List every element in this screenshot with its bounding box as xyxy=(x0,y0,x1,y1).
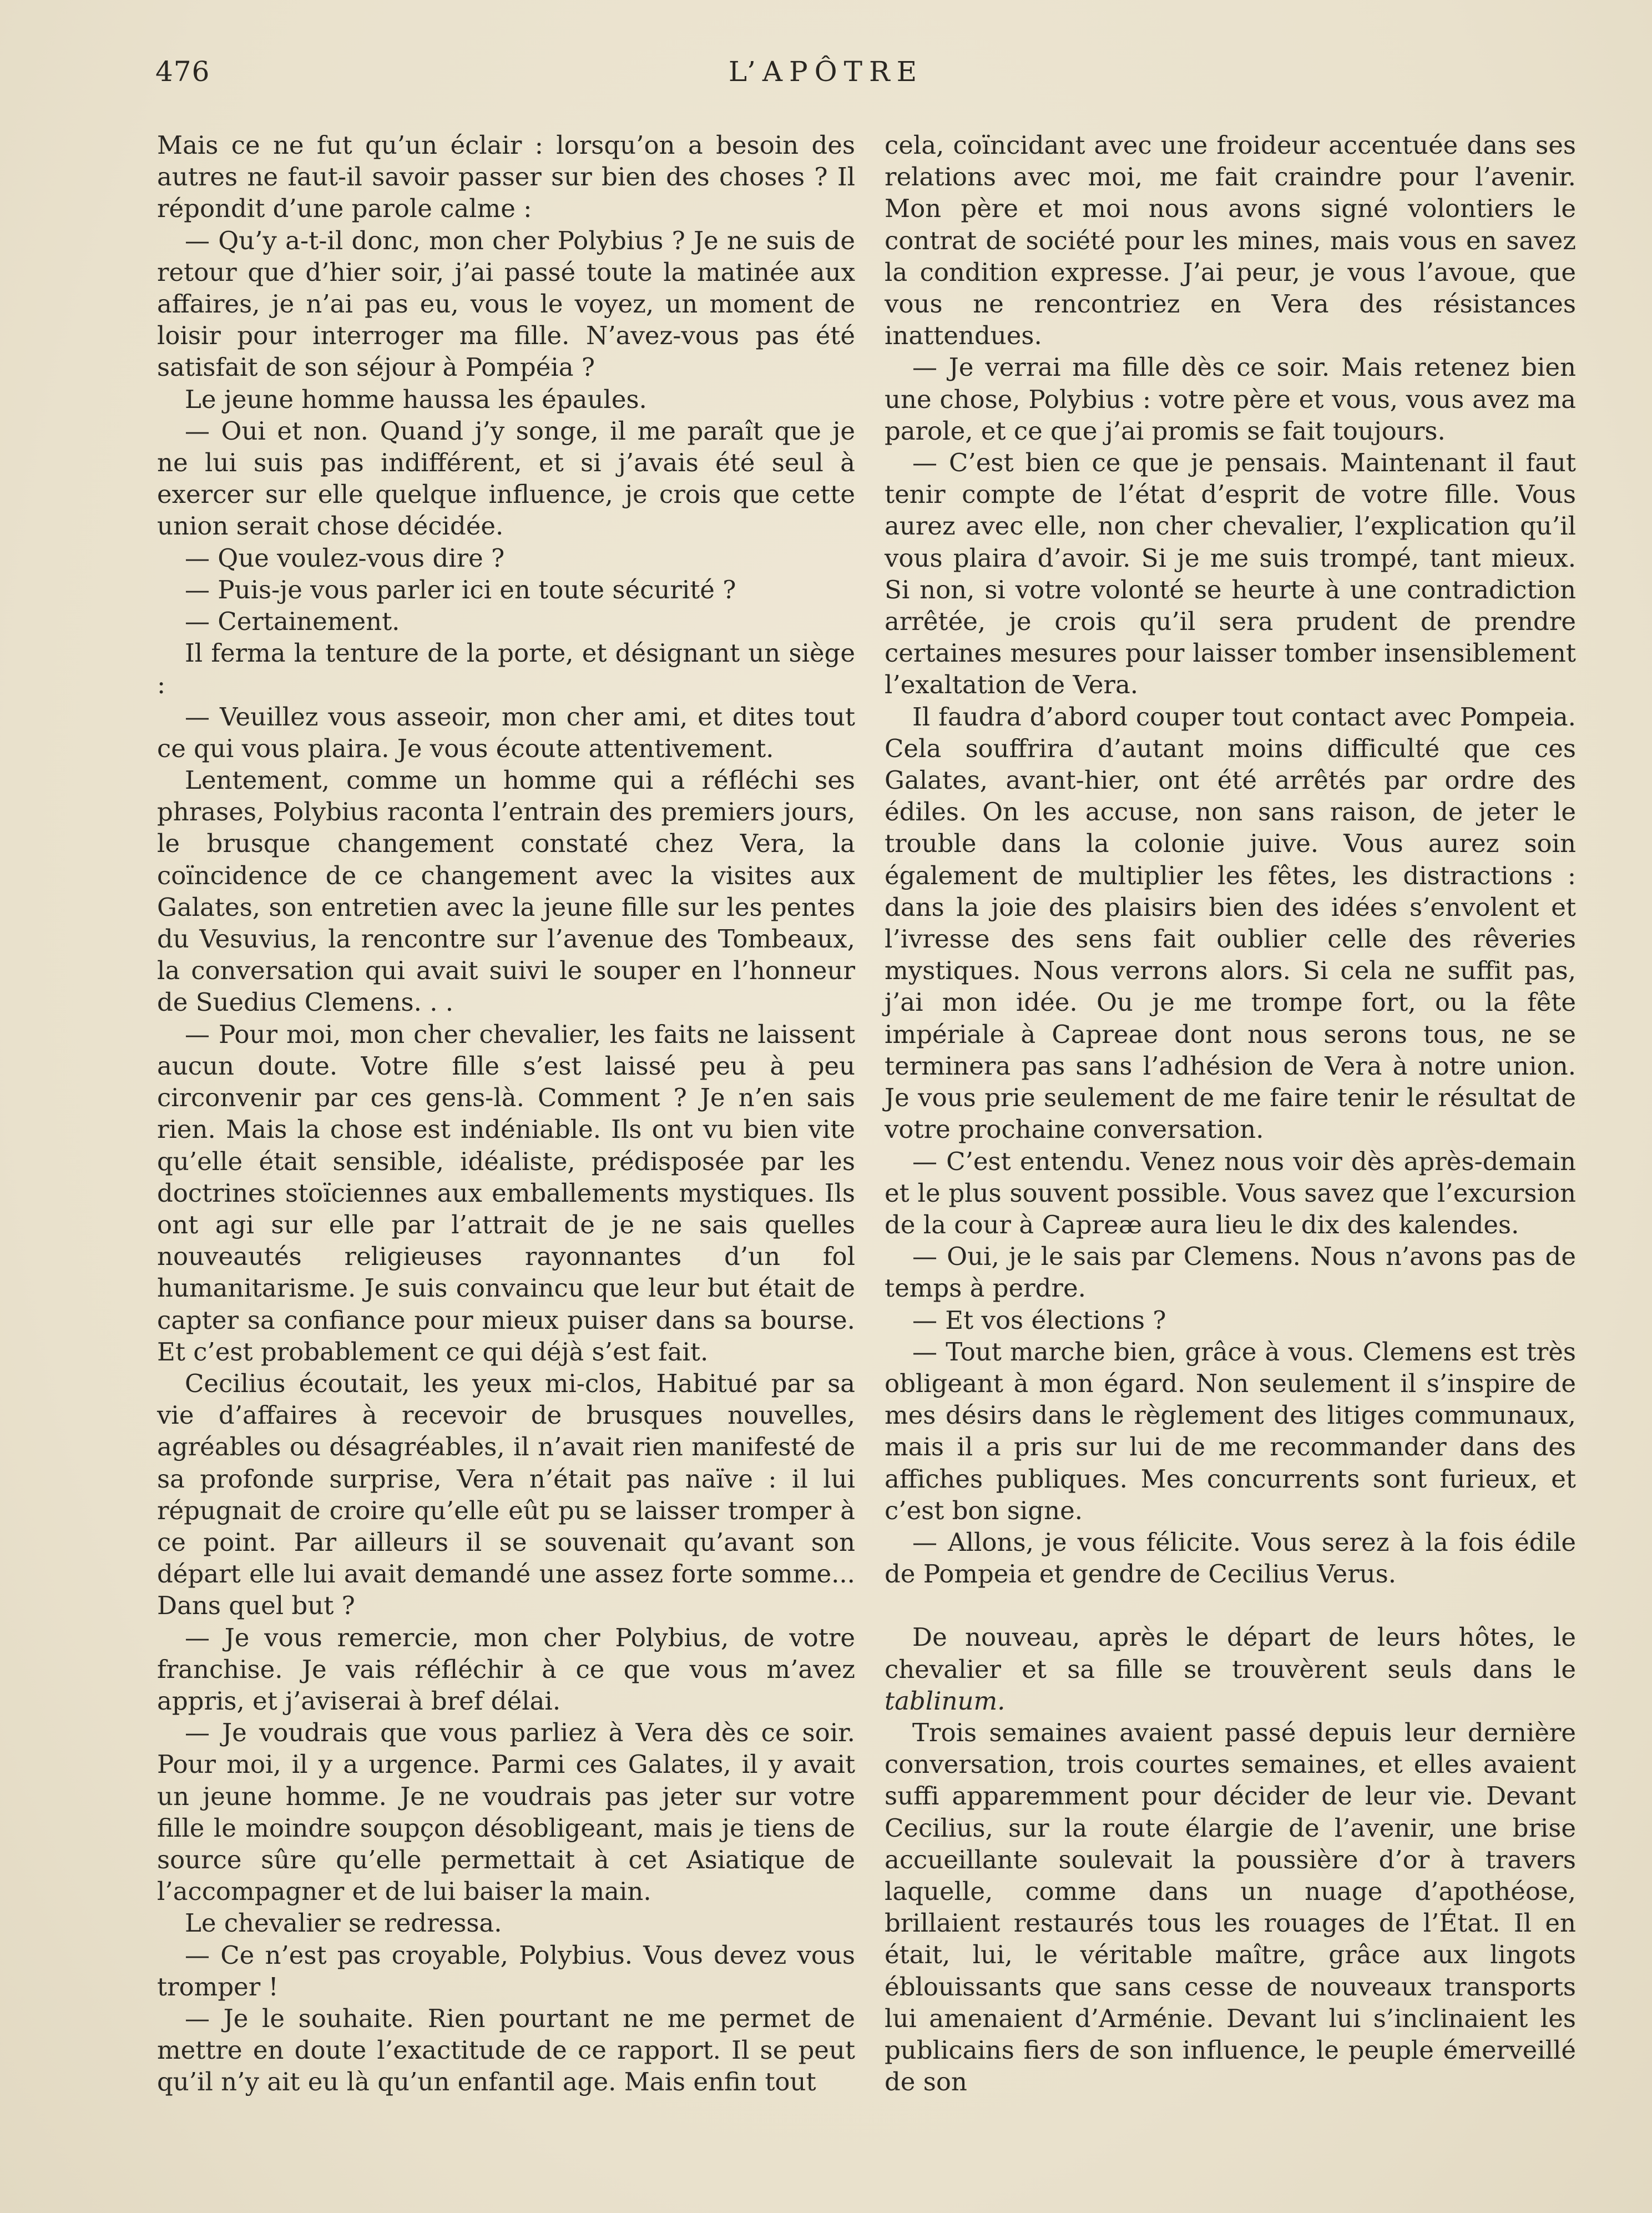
paragraph-text: Lentement, comme un homme qui a réfléchi ses phrases, Polybius raconta l’entrain des premiers jours, le brusque changement constaté chez Vera, la coïncidence de ce changement avec la visites aux Galates, son entretien avec la jeune fille sur les pentes du Vesuvius, la rencontre sur l’avenue des Tombeaux, la conversation qui avait suivi le souper en l’honneur de Suedius Clemens. . . xyxy=(157,765,855,1017)
paragraph xyxy=(157,225,855,384)
paragraph xyxy=(885,1717,1576,2098)
paragraph xyxy=(157,1939,855,2003)
page-header xyxy=(155,56,1497,100)
paragraph xyxy=(157,574,855,606)
paragraph-text: — Tout marche bien, grâce à vous. Clemens est très obligeant à mon égard. Non seulement il s’inspire de mes désirs dans le règlement des litiges communaux, mais il a pris sur lui de me recommander dans des affiches publiques. Mes concurrents sont furieux, et c’est bon signe. xyxy=(885,1337,1576,1525)
paragraph xyxy=(885,1304,1576,1336)
paragraph-text: — Que voulez-vous dire ? xyxy=(185,543,505,573)
paragraph-text: Il ferma la tenture de la porte, et désignant un siège : xyxy=(157,638,855,700)
paragraph xyxy=(157,606,855,637)
page-number: 476 xyxy=(155,56,210,88)
paragraph xyxy=(157,637,855,700)
paragraph-text: — C’est bien ce que je pensais. Maintenant il faut tenir compte de l’état d’esprit de votre fille. Vous aurez avec elle, non cher chevalier, l’explication qu’il vous plaira d’avoir. Si je me suis trompé, tant mieux. Si non, si votre volonté se heurte à une contradiction arrêtée, je crois qu’il sera prudent de prendre certaines mesures pour laisser tomber insensiblement l’exaltation de Vera. xyxy=(885,448,1576,700)
paragraph xyxy=(157,1019,855,1368)
paragraph-text: Trois semaines avaient passé depuis leur dernière conversation, trois courtes semaines, et elles avaient suffi apparemment pour décider de leur vie. Devant Cecilius, sur la route élargie de l’avenir, une brise accueillante soulevait la poussière d’or à travers laquelle, comme dans un nuage d’apothéose, brillaient restaurés tous les rouages de l’État. Il en était, lui, le véritable maître, grâce aux lingots éblouissants que sans cesse de nouveaux transports lui amenaient d’Arménie. Devant lui s’inclinaient les publicains fiers de son influence, le peuple émerveillé de son xyxy=(885,1717,1576,2097)
paragraph-text: Le jeune homme haussa les épaules. xyxy=(185,384,647,414)
paragraph xyxy=(885,1526,1576,1590)
paragraph-text: Le chevalier se redressa. xyxy=(185,1908,502,1938)
paragraph-text: — Je le souhaite. Rien pourtant ne me permet de mettre en doute l’exactitude de ce rapport. Il se peut qu’il n’y ait eu là qu’un enfantil age. Mais enfin tout xyxy=(157,2003,855,2097)
paragraph xyxy=(885,351,1576,447)
paragraph xyxy=(157,701,855,764)
paragraph-text: — Oui, je le sais par Clemens. Nous n’avons pas de temps à perdre. xyxy=(885,1242,1576,1303)
paragraph-text: — Certainement. xyxy=(185,607,400,637)
left-text-column xyxy=(157,129,855,2098)
paragraph-text: Cecilius écoutait, les yeux mi-clos, Habitué par sa vie d’affaires à recevoir de brusques nouvelles, agréables ou désagréables, il n’avait rien manifesté de sa profonde surprise, Vera n’était pas naïve : il lui répugnait de croire qu’elle eût pu se laisser tromper à ce point. Par ailleurs il se souvenait qu’avant son départ elle lui avait demandé une assez forte somme... Dans quel but ? xyxy=(157,1368,855,1621)
paragraph xyxy=(885,701,1576,1146)
paragraph xyxy=(157,2003,855,2098)
paragraph-text: — C’est entendu. Venez nous voir dès après-demain et le plus souvent possible. Vous savez que l’excursion de la cour à Capreæ aura lieu le dix des kalendes. xyxy=(885,1146,1576,1239)
paragraph xyxy=(885,1241,1576,1304)
paragraph-text: — Je vous remercie, mon cher Polybius, de votre franchise. Je vais réfléchir à ce que vous m’avez appris, et j’aviserai à bref délai. xyxy=(157,1622,855,1716)
paragraph xyxy=(157,384,855,415)
paragraph xyxy=(157,129,855,225)
paragraph xyxy=(157,1907,855,1939)
paragraph xyxy=(157,1368,855,1622)
paragraph xyxy=(157,1717,855,1907)
paragraph-text: — Oui et non. Quand j’y songe, il me paraît que je ne lui suis pas indifférent, et si j’avais été seul à exercer sur elle quelque influence, je crois que cette union serait chose décidée. xyxy=(157,416,855,541)
right-text-column xyxy=(885,129,1576,2098)
paragraph-text: — Ce n’est pas croyable, Polybius. Vous devez vous tromper ! xyxy=(157,1940,855,2002)
paragraph-text: De nouveau, après le départ de leurs hôtes, le chevalier et sa fille se trouvèrent seuls dans le xyxy=(885,1622,1576,1684)
paragraph-text: — Pour moi, mon cher chevalier, les faits ne laissent aucun doute. Votre fille s’est laissé peu à peu circonvenir par ces gens-là. Comment ? Je n’en sais rien. Mais la chose est indéniable. Ils ont vu bien vite qu’elle était sensible, idéaliste, prédisposée par les doctrines stoïciennes aux emballements mystiques. Ils ont agi sur elle par l’attrait de je ne sais quelles nouveautés religieuses rayonnantes d’un fol humanitarisme. Je suis convaincu que leur but était de capter sa confiance pour mieux puiser dans sa bourse. Et c’est probablement ce qui déjà s’est fait. xyxy=(157,1019,855,1367)
paragraph-text: — Puis-je vous parler ici en toute sécurité ? xyxy=(185,574,736,604)
paragraph-text: — Allons, je vous félicite. Vous serez à la fois édile de Pompeia et gendre de Cecilius Verus. xyxy=(885,1527,1576,1589)
paragraph-text: Mais ce ne fut qu’un éclair : lorsqu’on a besoin des autres ne faut-il savoir passer sur bien des choses ? Il répondit d’une parole calme : xyxy=(157,130,855,224)
paragraph xyxy=(885,447,1576,701)
paragraph xyxy=(885,129,1576,351)
paragraph xyxy=(157,542,855,574)
paragraph xyxy=(157,415,855,542)
paragraph-text: — Et vos élections ? xyxy=(912,1305,1166,1335)
paragraph-text: Il faudra d’abord couper tout contact avec Pompeia. Cela souffrira d’autant moins difficulté que ces Galates, avant-hier, ont été arrêtés par ordre des édiles. On les accuse, non sans raison, de jeter le trouble dans la colonie juive. Vous aurez soin également de multiplier les fêtes, les distractions : dans la joie des plaisirs bien des idées s’envolent et l’ivresse des sens fait oublier celle des rêveries mystiques. Nous verrons alors. Si cela ne suffit pas, j’ai mon idée. Ou je me trompe fort, ou la fête impériale à Capreae dont nous serons tous, ne se terminera pas sans l’adhésion de Vera à notre union. Je vous prie seulement de me faire tenir le résultat de votre prochaine conversation. xyxy=(885,702,1576,1145)
paragraph-text: cela, coïncidant avec une froideur accentuée dans ses relations avec moi, me fait craindre pour l’avenir. Mon père et moi nous avons signé volontiers le contrat de société pour les mines, mais vous en savez la condition expresse. J’ai peur, je vous l’avoue, que vous ne rencontriez en Vera des résistances inattendues. xyxy=(885,130,1576,351)
running-title: L’APÔTRE xyxy=(728,56,924,88)
paragraph-text: — Je verrai ma fille dès ce soir. Mais retenez bien une chose, Polybius : votre père et vous, vous avez ma parole, et ce que j’ai promis se fait toujours. xyxy=(885,352,1576,446)
paragraph-text: — Je voudrais que vous parliez à Vera dès ce soir. Pour moi, il y a urgence. Parmi ces Galates, il y avait un jeune homme. Je ne voudrais pas jeter sur votre fille le moindre soupçon désobligeant, mais je tiens de source sûre qu’elle permettait à cet Asiatique de l’accompagner et de lui baiser la main. xyxy=(157,1718,855,1907)
paragraph xyxy=(885,1621,1576,1717)
paragraph xyxy=(885,1336,1576,1526)
paragraph-text: — Qu’y a-t-il donc, mon cher Polybius ? Je ne suis de retour que d’hier soir, j’ai passé toute la matinée aux affaires, je n’ai pas eu, vous le voyez, un moment de loisir pour interroger ma fille. N’avez-vous pas été satisfait de son séjour à Pompéia ? xyxy=(157,225,855,382)
paragraph xyxy=(885,1146,1576,1241)
paragraph-text: — Veuillez vous asseoir, mon cher ami, et dites tout ce qui vous plaira. Je vous écoute attentivement. xyxy=(157,702,855,763)
paragraph xyxy=(157,1622,855,1717)
italic-term: tablinum. xyxy=(885,1686,1006,1716)
paragraph xyxy=(157,764,855,1019)
section-break xyxy=(885,1590,1576,1621)
